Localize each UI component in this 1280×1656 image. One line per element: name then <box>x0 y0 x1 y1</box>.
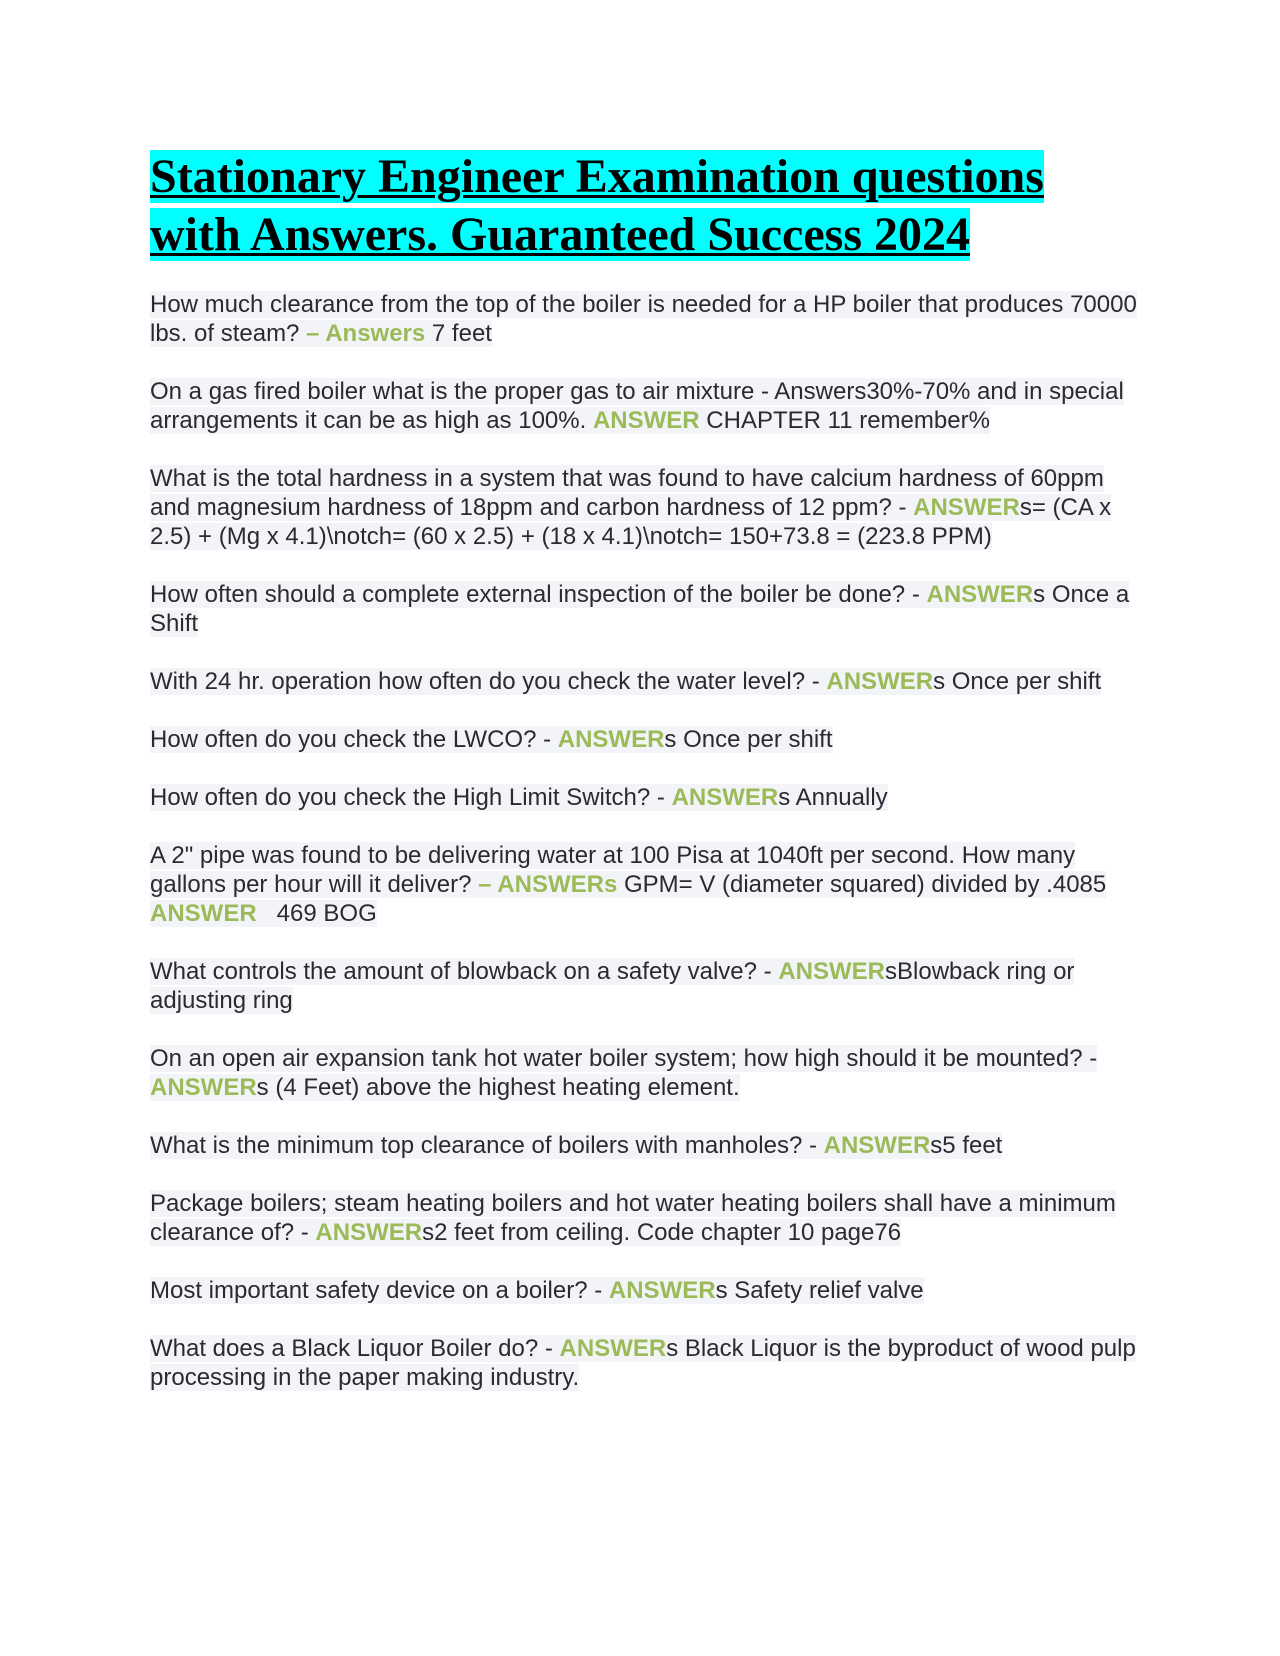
answer-marker: ANSWER <box>557 726 665 753</box>
question-text: How often do you check the High Limit Switch? - <box>150 784 672 811</box>
qa-item <box>150 841 1140 928</box>
answer-marker: – ANSWERs <box>478 871 618 898</box>
qa-item <box>150 667 1140 696</box>
answer-text: s5 feet <box>930 1132 1003 1159</box>
answer-text: s Black Liquor is the byproduct of wood pulp processing in the paper making industry. <box>150 1335 1136 1391</box>
answer-text: s Annually <box>778 784 888 811</box>
answer-marker: ANSWER <box>592 407 700 434</box>
question-text: What is the minimum top clearance of boilers with manholes? - <box>150 1132 824 1159</box>
qa-item <box>150 1189 1140 1247</box>
question-text: How much clearance from the top of the boiler is needed for a HP boiler that produces 70000 lbs. of steam? <box>150 291 1137 347</box>
answer-marker: ANSWER <box>926 581 1034 608</box>
answer-text: CHAPTER 11 remember% <box>699 407 990 434</box>
answer-marker: – Answers <box>306 320 426 347</box>
answer-text: GPM= V (diameter squared) divided by .4085 <box>617 871 1107 898</box>
qa-item <box>150 957 1140 1015</box>
answer-marker: ANSWER <box>823 1132 931 1159</box>
answer-text: s Once per shift <box>664 726 833 753</box>
qa-item <box>150 783 1140 812</box>
question-text: What is the total hardness in a system that was found to have calcium hardness of 60ppm and magnesium hardness of 18ppm and carbon hardness of 12 ppm? - <box>150 465 1104 521</box>
answer-marker: ANSWER <box>913 494 1020 521</box>
answer-text: sBlowback ring or adjusting ring <box>150 958 1075 1014</box>
question-text: What controls the amount of blowback on a safety valve? - <box>150 958 779 985</box>
question-text: How often should a complete external inspection of the boiler be done? - <box>150 581 927 608</box>
answer-marker-secondary: ANSWER <box>150 900 257 927</box>
answer-text-secondary: 469 BOG <box>256 900 377 927</box>
answer-text: s Once per shift <box>933 668 1102 695</box>
answer-text: s= (CA x 2.5) + (Mg x 4.1)\notch= (60 x 2.5) + (18 x 4.1)\notch= 150+73.8 = (223.8 PPM) <box>150 494 1112 550</box>
answer-marker: ANSWER <box>315 1219 423 1246</box>
answer-text: s Once a Shift <box>150 581 1130 637</box>
qa-item <box>150 464 1140 551</box>
qa-item <box>150 725 1140 754</box>
answer-marker: ANSWER <box>826 668 934 695</box>
qa-item <box>150 1131 1140 1160</box>
document-page <box>150 148 1140 1421</box>
qa-item <box>150 377 1140 435</box>
answer-marker: ANSWER <box>778 958 885 985</box>
question-text: A 2" pipe was found to be delivering water at 100 Pisa at 1040ft per second. How many gallons per hour will it deliver? <box>150 842 1076 898</box>
qa-item <box>150 1044 1140 1102</box>
answer-text: s2 feet from ceiling. Code chapter 10 page76 <box>422 1219 902 1246</box>
question-text: On a gas fired boiler what is the proper gas to air mixture - Answers30%-70% and in special arrangements it can be as high as 100%. <box>150 378 1124 434</box>
answer-marker: ANSWER <box>150 1074 257 1101</box>
qa-item <box>150 580 1140 638</box>
document-title-text: Stationary Engineer Examination questions with Answers. Guaranteed Success 2024 <box>150 150 1044 261</box>
answer-text: s Safety relief valve <box>715 1277 924 1304</box>
question-text: Package boilers; steam heating boilers and hot water heating boilers shall have a minimum clearance of? - <box>150 1190 1116 1246</box>
question-text: On an open air expansion tank hot water boiler system; how high should it be mounted? - <box>150 1045 1098 1072</box>
answer-marker: ANSWER <box>608 1277 716 1304</box>
question-text: How often do you check the LWCO? - <box>150 726 558 753</box>
answer-text: 7 feet <box>425 320 492 347</box>
question-text: With 24 hr. operation how often do you check the water level? - <box>150 668 827 695</box>
question-text: What does a Black Liquor Boiler do? - <box>150 1335 560 1362</box>
qa-item <box>150 1276 1140 1305</box>
answer-marker: ANSWER <box>671 784 779 811</box>
qa-item <box>150 1334 1140 1392</box>
qa-item <box>150 290 1140 348</box>
answer-marker: ANSWER <box>559 1335 667 1362</box>
document-title <box>150 148 1140 264</box>
answer-text: s (4 Feet) above the highest heating element. <box>256 1074 740 1101</box>
question-text: Most important safety device on a boiler? - <box>150 1277 609 1304</box>
